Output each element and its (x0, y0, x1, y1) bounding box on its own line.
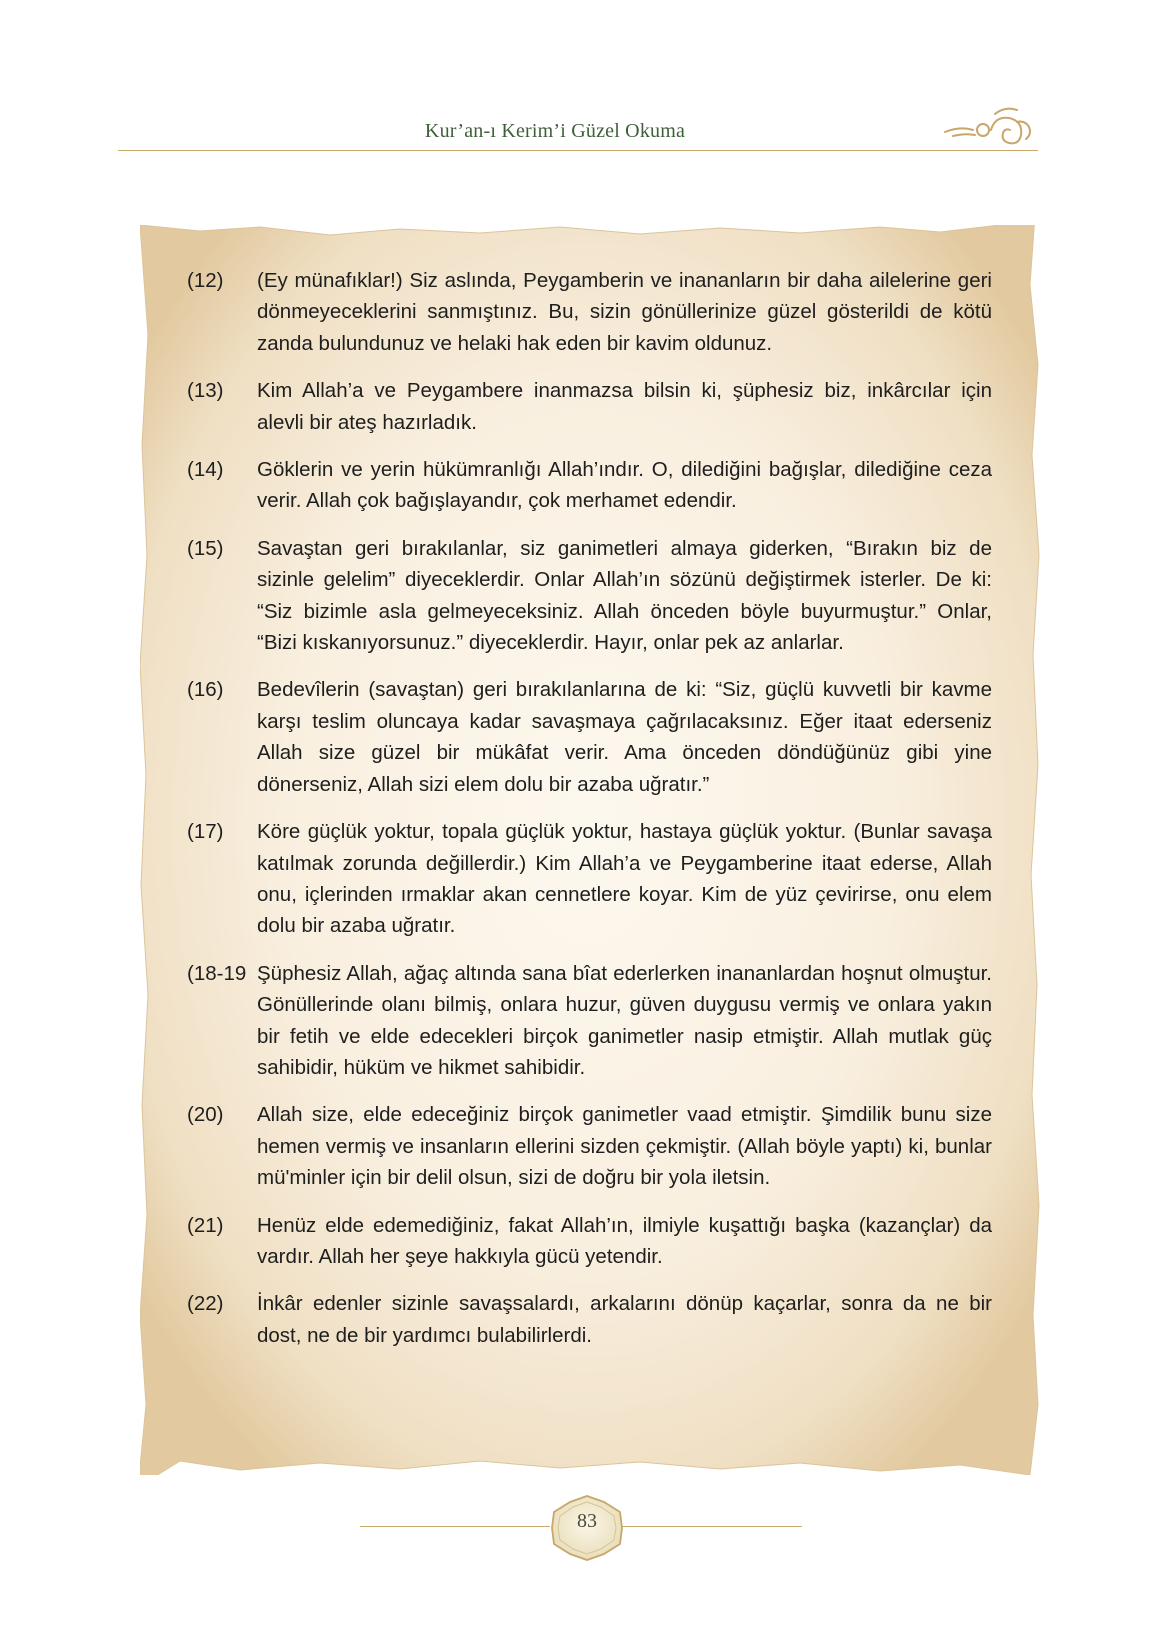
verse-text: Henüz elde edemediğiniz, fakat Allah’ın, ilmiyle kuşattığı başka (kazançlar) da vardır. Allah her şeye hakkıyla gücü yetendir. (257, 1213, 992, 1268)
verse-number: (13) (187, 379, 224, 403)
verse-number: (22) (187, 1292, 224, 1316)
page-number: 83 (577, 1510, 597, 1532)
verse-number: (15) (187, 536, 224, 560)
verse-number: (21) (187, 1213, 224, 1237)
footer-divider-right (622, 1526, 802, 1527)
verse-text: Göklerin ve yerin hükümranlığı Allah’ındır. O, dilediğini bağışlar, dilediğine ceza verir. Allah çok bağışlayandır, çok merhamet edendir. (257, 458, 992, 513)
verse-number: (12) (187, 269, 224, 292)
verse-text: Allah size, elde edeceğiniz birçok ganimetler vaad etmiştir. Şimdilik bunu size hemen vermiş ve insanların ellerini sizden çekmiştir. (Allah böyle yaptı) ki, bunlar mü'minler için bir delil olsun, sizi de doğru bir yola iletsin. (257, 1103, 992, 1190)
verse-number: (16) (187, 678, 224, 702)
verse-text: Savaştan geri bırakılanlar, siz ganimetleri almaya giderken, “Bırakın biz de sizinle gelelim” diyeceklerdir. Onlar Allah’ın sözünü değiştirmek isterler. De ki: “Siz bizimle asla gelmeyeceksiniz. Allah önceden böyle buyurmuştur.” Onlar, “Bizi kıskanıyorsunuz.” diyeceklerdir. Hayır, onlar pek az anlarlar. (257, 536, 992, 655)
footer-divider-left (360, 1526, 550, 1527)
verse-item (187, 454, 992, 517)
swirl-ornament-icon (935, 100, 1045, 160)
verse-item (187, 816, 992, 942)
verse-item (187, 1099, 992, 1193)
verse-text: Şüphesiz Allah, ağaç altında sana bîat ederlerken inananlardan hoşnut olmuştur. Gönüllerinde olanı bilmiş, onlara huzur, güven duygusu vermiş ve onlara yakın bir fetih ve elde edecekleri birçok ganimetler nasip etmiştir. Allah mutlak güç sahibidir, hüküm ve hikmet sahibidir. (257, 961, 992, 1079)
verse-list (187, 265, 992, 1367)
verse-text: Bedevîlerin (savaştan) geri bırakılanlarına de ki: “Siz, güçlü kuvvetli bir kavme karşı teslim oluncaya kadar savaşmaya çağrılacaksınız. Eğer itaat ederseniz Allah size güzel bir mükâfat verir. Ama önceden döndüğünüz gibi yine dönerseniz, Allah sizi elem dolu bir azaba uğratır.” (257, 678, 992, 796)
verse-text: Kim Allah’a ve Peygambere inanmazsa bilsin ki, şüphesiz biz, inkârcılar için alevli bir ateş hazırladık. (257, 379, 992, 434)
verse-item (187, 375, 992, 438)
verse-number: (18-19 (187, 961, 247, 985)
verse-text: Köre güçlük yoktur, topala güçlük yoktur, hastaya güçlük yoktur. (Bunlar savaşa katılmak zorunda değillerdir.) Kim Allah’a ve Peygamberine itaat ederse, Allah onu, içlerinden ırmaklar akan cennetlere koyar. Kim de yüz çevirirse, onu elem dolu bir azaba uğratır. (257, 820, 992, 938)
header-divider (118, 150, 1038, 151)
verse-item (187, 533, 992, 659)
verse-text: İnkâr edenler sizinle savaşsalardı, arkalarını dönüp kaçarlar, sonra da ne bir dost, ne de bir yardımcı bulabilirlerdi. (257, 1292, 992, 1347)
verse-number: (14) (187, 458, 224, 482)
verse-item (187, 1288, 992, 1351)
page-header-title: Kur’an-ı Kerim’i Güzel Okuma (424, 120, 686, 142)
verse-item (187, 1210, 992, 1273)
verse-number: (20) (187, 1103, 224, 1127)
verse-item (187, 958, 992, 1084)
verse-item (187, 265, 992, 359)
verse-number: (17) (187, 820, 224, 844)
verse-item (187, 674, 992, 800)
verse-text: (Ey münafıklar!) Siz aslında, Peygamberin ve inananların bir daha ailelerine geri dönmeyeceklerini sanmıştınız. Bu, sizin gönüllerinize güzel gösterildi de kötü zanda bulundunuz ve helaki hak eden bir kavim oldunuz. (257, 269, 992, 355)
